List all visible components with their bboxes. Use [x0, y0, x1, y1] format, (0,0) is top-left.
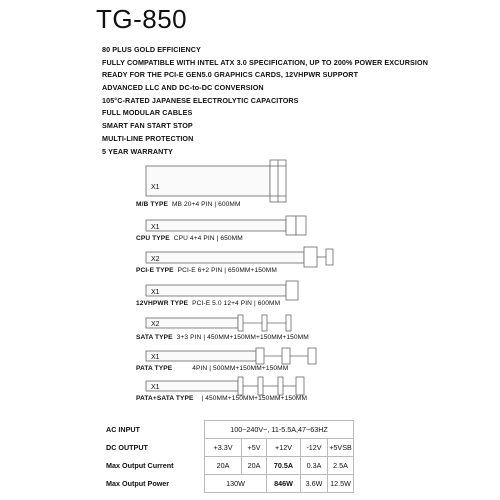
dc-output-value: +3.3V — [205, 439, 242, 457]
max-current-value: 2.5A — [328, 457, 354, 475]
max-power-label: Max Output Power — [106, 479, 170, 488]
max-power-value: 12.5W — [328, 475, 354, 493]
cable-qty: X1 — [151, 289, 160, 296]
feature-item: FULL MODULAR CABLES — [102, 108, 193, 118]
table-row — [106, 457, 354, 475]
feature-item: FULLY COMPATIBLE WITH INTEL ATX 3.0 SPECIFICATION, UP TO 200% POWER EXCURSION — [102, 57, 428, 67]
max-current-value: 0.3A — [301, 457, 328, 475]
cable-type: PATA+SATA TYPE — [136, 395, 194, 402]
max-power-value: 846W — [267, 475, 301, 493]
cable-label-sata — [136, 334, 309, 341]
cable-qty: X1 — [151, 384, 160, 391]
cable-label-cpu — [136, 235, 243, 242]
cable-type: CPU TYPE — [136, 235, 170, 242]
cable-type: SATA TYPE — [136, 334, 173, 341]
feature-item: SMART FAN START STOP — [102, 121, 193, 131]
cable-label-pata — [136, 365, 288, 372]
dc-output-value: +5V — [242, 439, 267, 457]
mb-cable-illustration — [146, 160, 286, 202]
max-current-value: 20A — [205, 457, 242, 475]
ac-input-value: 100~240V~, 11-5.5A,47~63HZ — [205, 421, 354, 439]
dc-output-value: +5VSB — [328, 439, 354, 457]
feature-item: 5 YEAR WARRANTY — [102, 146, 173, 156]
max-power-value: 130W — [205, 475, 267, 493]
cable-qty: X2 — [151, 256, 160, 263]
table-row — [106, 421, 354, 439]
max-power-value: 3.6W — [301, 475, 328, 493]
feature-item: MULTI-LINE PROTECTION — [102, 133, 194, 143]
feature-item: READY FOR THE PCI-E GEN5.0 GRAPHICS CARDS, 12VHPWR SUPPORT — [102, 70, 359, 80]
cable-desc: 3+3 PIN | 450MM+150MM+150MM+150MM — [176, 334, 309, 341]
cable-qty: X1 — [151, 354, 160, 361]
pata-sata-cable-illustration — [146, 377, 304, 395]
cable-qty: X1 — [151, 184, 160, 191]
feature-item: 105°C-RATED JAPANESE ELECTROLYTIC CAPACITORS — [102, 95, 299, 105]
cable-qty: X1 — [151, 224, 160, 231]
pcie-cable-illustration — [146, 247, 333, 267]
cable-desc: 4PIN | 500MM+150MM+150MM — [192, 365, 289, 372]
feature-item: 80 PLUS GOLD EFFICIENCY — [102, 45, 201, 54]
pata-cable-illustration — [146, 348, 316, 364]
cable-desc: MB 20+4 PIN | 600MM — [171, 201, 241, 208]
cable-label-pata-sata — [136, 395, 307, 402]
sata-cable-illustration — [146, 315, 291, 331]
cable-desc: CPU 4+4 PIN | 650MM — [173, 235, 243, 242]
dc-output-label: DC OUTPUT — [106, 443, 148, 452]
cable-desc: PCI-E 5.0 12+4 PIN | 600MM — [192, 300, 281, 307]
max-current-value: 70.5A — [267, 457, 301, 475]
cable-type: PCI-E TYPE — [136, 267, 174, 274]
cable-type: PATA TYPE — [136, 365, 173, 372]
ac-input-label: AC INPUT — [106, 425, 140, 434]
cable-qty: X2 — [151, 321, 160, 328]
dc-output-value: -12V — [301, 439, 328, 457]
cable-desc: | 450MM+150MM+150MM+150MM — [201, 395, 308, 402]
spec-table — [106, 420, 354, 493]
dc-output-value: +12V — [267, 439, 301, 457]
cable-desc: PCI-E 6+2 PIN | 650MM+150MM — [177, 267, 277, 274]
cable-label-pcie — [136, 267, 277, 274]
feature-item: ADVANCED LLC AND DC-to-DC CONVERSION — [102, 83, 264, 93]
cable-type: M/B TYPE — [136, 201, 168, 208]
table-row — [106, 475, 354, 493]
cpu-cable-illustration — [146, 216, 306, 235]
max-current-value: 20A — [242, 457, 267, 475]
max-current-label: Max Output Current — [106, 461, 174, 470]
cable-label-12vhpwr — [136, 300, 280, 307]
table-row — [106, 439, 354, 457]
cable-type: 12VHPWR TYPE — [136, 300, 189, 307]
page-title: TG-850 — [96, 4, 188, 34]
12vhpwr-cable-illustration — [146, 281, 298, 300]
cable-label-mb — [136, 201, 241, 208]
